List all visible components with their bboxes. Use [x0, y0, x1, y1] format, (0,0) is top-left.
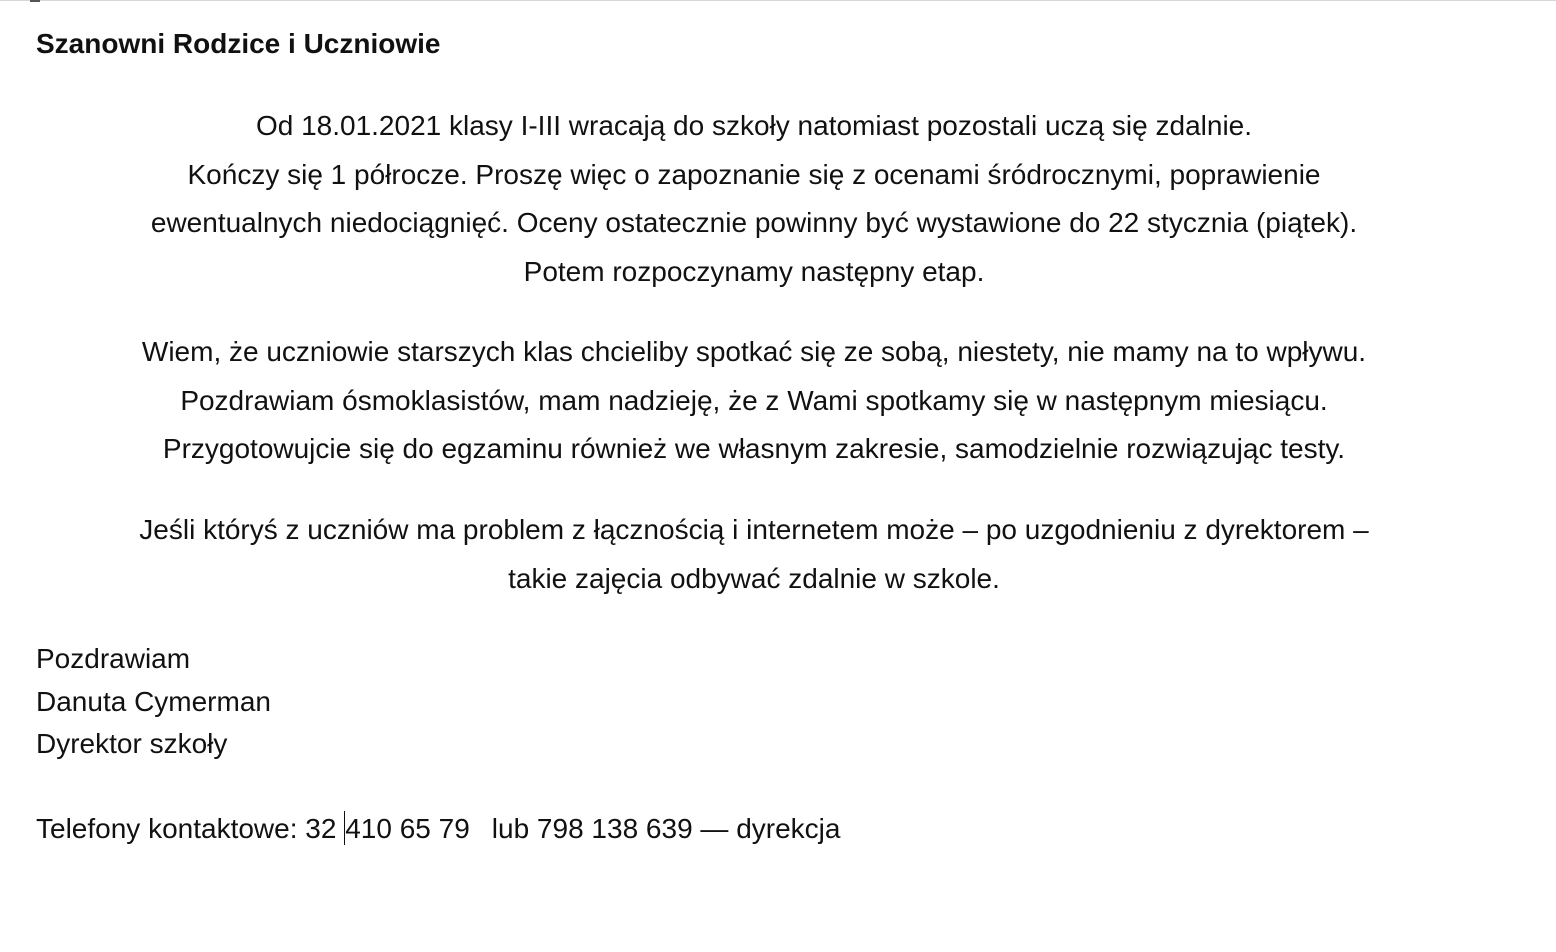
page-corner-mark	[30, 0, 40, 2]
paragraph-2-line: Przygotowujcie się do egzaminu również we własnym zakresie, samodzielnie rozwiązując testy.	[162, 433, 1346, 464]
paragraph-3-line: takie zajęcia odbywać zdalnie w szkole.	[508, 562, 1000, 594]
contact-line	[36, 808, 840, 850]
signature-greeting: Pozdrawiam	[36, 643, 191, 674]
paragraph-2	[0, 328, 1508, 474]
paragraph-1-line: Kończy się 1 półrocze. Proszę więc o zapoznanie się z ocenami śródrocznymi, poprawienie	[187, 158, 1321, 190]
paragraph-1-line: ewentualnych niedociągnięć. Oceny ostatecznie powinny być wystawione do 22 stycznia (piątek).	[150, 207, 1358, 238]
paragraph-2-line: Pozdrawiam ósmoklasistów, mam nadzieję, że z Wami spotkamy się w następnym miesiącu.	[180, 384, 1328, 416]
paragraph-1-line: Od 18.01.2021 klasy I-III wracają do szkoły natomiast pozostali uczą się zdalnie.	[255, 110, 1253, 141]
signature-name: Danuta Cymerman	[36, 685, 271, 717]
contact-phone-main: 410 65 79	[345, 813, 470, 844]
contact-phone-alt: lub 798 138 639 — dyrekcja	[491, 813, 841, 844]
page-top-border	[0, 0, 1556, 1]
letter-heading: Szanowni Rodzice i Uczniowie	[36, 28, 441, 59]
paragraph-2-line: Wiem, że uczniowie starszych klas chcieliby spotkać się ze sobą, niestety, nie mamy na to wpływu.	[141, 336, 1367, 367]
signature-title: Dyrektor szkoły	[36, 728, 228, 759]
paragraph-1-line: Potem rozpoczynamy następny etap.	[523, 255, 985, 287]
paragraph-1	[0, 102, 1508, 296]
signature-block	[36, 638, 271, 766]
paragraph-3	[0, 506, 1508, 603]
paragraph-3-line: Jeśli któryś z uczniów ma problem z łącznością i internetem może – po uzgodnieniu z dyrektorem –	[139, 514, 1369, 545]
contact-label: Telefony kontaktowe: 32	[36, 813, 337, 844]
